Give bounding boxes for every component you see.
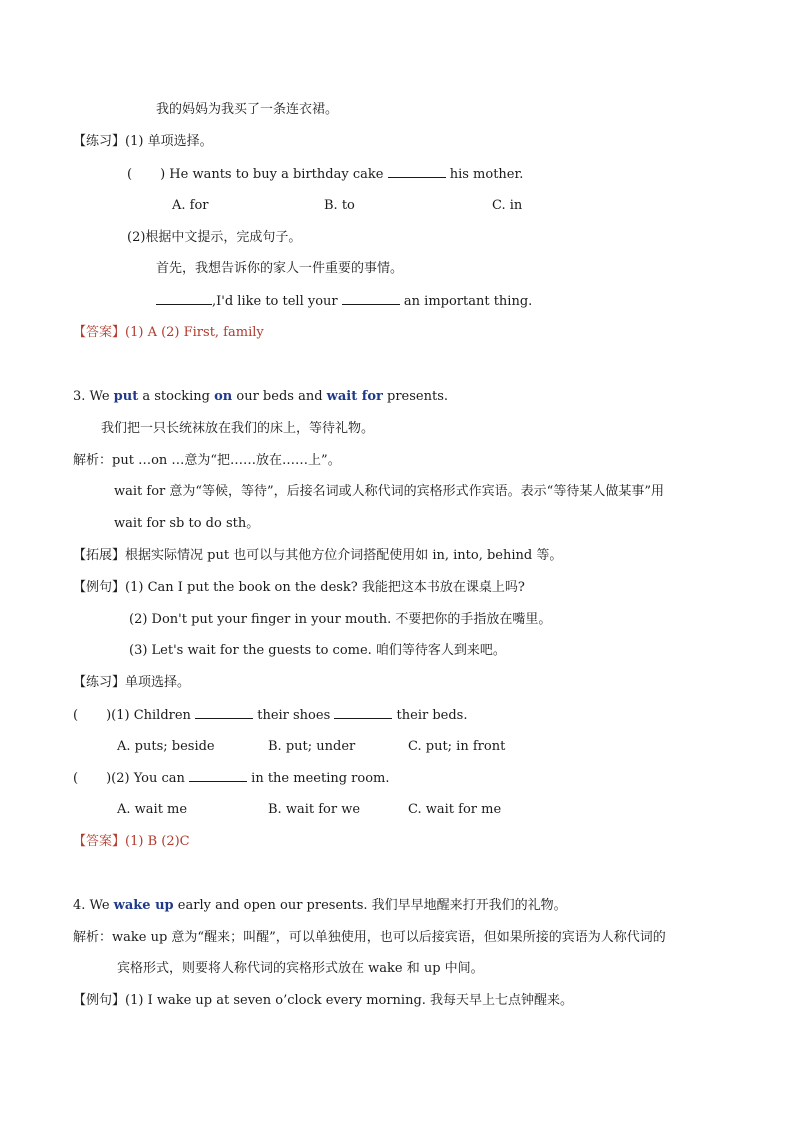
section-4-heading xyxy=(73,897,567,915)
analysis-text: 宾格形式，则要将人称代词的宾格形式放在 wake 和 up 中间。 xyxy=(117,961,484,976)
fill-blank[interactable] xyxy=(189,769,247,782)
section-number: 3. We xyxy=(73,389,110,404)
question-text: He wants to buy a birthday cake xyxy=(169,167,384,182)
practice-line xyxy=(73,133,213,151)
answer-label: 【答案】 xyxy=(73,325,126,340)
practice-label: 【练习】 xyxy=(73,675,126,690)
option-b[interactable]: B. wait for we xyxy=(268,802,361,817)
example-translation: 我的妈妈为我买了一条连衣裙。 xyxy=(156,102,339,117)
expand-label: 【拓展】 xyxy=(73,548,126,563)
answer-text: (1) B (2)C xyxy=(125,834,190,849)
analysis-label: 解析： xyxy=(73,930,113,945)
keyword-wake-up: wake up xyxy=(113,898,174,913)
example-sentence: (1) I wake up at seven o’clock every morning. 我每天早上七点钟醒来。 xyxy=(125,993,574,1008)
fill-blank[interactable] xyxy=(334,706,392,719)
option-a[interactable]: A. wait me xyxy=(117,802,188,817)
fill-blank[interactable] xyxy=(195,706,253,719)
answer-line xyxy=(73,833,190,851)
option-c[interactable]: C. in xyxy=(492,198,523,213)
practice-2-sentence xyxy=(156,292,532,311)
practice-instruction: (1) 单项选择。 xyxy=(125,134,213,149)
example-label: 【例句】 xyxy=(73,580,126,595)
keyword-put: put xyxy=(113,389,139,404)
question-1 xyxy=(127,165,523,184)
section-number: 4. We xyxy=(73,898,110,913)
example-sentence: (1) Can I put the book on the desk? 我能把这本书放在课桌上吗? xyxy=(125,580,525,595)
answer-paren-open: ( xyxy=(73,771,79,786)
question-2 xyxy=(73,769,390,788)
answer-label: 【答案】 xyxy=(73,834,126,849)
analysis-line xyxy=(73,452,341,470)
analysis-label: 解析： xyxy=(73,453,113,468)
answer-text: (1) A (2) First, family xyxy=(125,325,264,340)
example-label: 【例句】 xyxy=(73,993,126,1008)
analysis-text: wait for sb to do sth。 xyxy=(114,516,260,531)
answer-paren-open: ( xyxy=(127,167,133,182)
answer-paren-open: ( xyxy=(73,708,79,723)
practice-line xyxy=(73,674,190,692)
fill-blank[interactable] xyxy=(156,292,212,305)
section-3-heading xyxy=(73,388,448,406)
section-3-translation: 我们把一只长统袜放在我们的床上，等待礼物。 xyxy=(101,421,375,436)
sentence-mid: ,I'd like to tell your xyxy=(212,294,338,309)
heading-text: early and open our presents. 我们早早地醒来打开我们的礼物。 xyxy=(177,898,567,913)
fill-blank[interactable] xyxy=(388,165,446,178)
analysis-text: put …on …意为“把……放在……上”。 xyxy=(112,453,341,468)
question-text: )(2) You can xyxy=(106,771,185,786)
question-text-end: his mother. xyxy=(449,167,524,182)
option-b[interactable]: B. to xyxy=(324,198,355,213)
sentence-end: an important thing. xyxy=(403,294,533,309)
example-sentence: (2) Don't put your finger in your mouth. 不要把你的手指放在嘴里。 xyxy=(129,612,552,627)
practice-label: 【练习】 xyxy=(73,134,126,149)
question-1 xyxy=(73,706,467,725)
keyword-on: on xyxy=(214,389,233,404)
question-text: their beds. xyxy=(396,708,468,723)
option-b[interactable]: B. put; under xyxy=(268,739,356,754)
question-text: their shoes xyxy=(257,708,331,723)
answer-paren-close: ) xyxy=(160,167,166,182)
question-text: in the meeting room. xyxy=(251,771,390,786)
heading-text: a stocking xyxy=(142,389,210,404)
expand-text: 根据实际情况 put 也可以与其他方位介词搭配使用如 in, into, behind 等。 xyxy=(125,548,563,563)
option-a[interactable]: A. puts; beside xyxy=(117,739,215,754)
analysis-text: wait for 意为“等候，等待”，后接名词或人称代词的宾格形式作宾语。表示“等待某人做某事”用 xyxy=(114,484,664,499)
practice-instruction: 单项选择。 xyxy=(125,675,191,690)
question-text: )(1) Children xyxy=(106,708,191,723)
heading-text: our beds and xyxy=(236,389,323,404)
example-line xyxy=(73,992,573,1010)
practice-2-chinese: 首先，我想告诉你的家人一件重要的事情。 xyxy=(156,261,404,276)
example-sentence: (3) Let's wait for the guests to come. 咱们等待客人到来吧。 xyxy=(129,643,506,658)
option-c[interactable]: C. put; in front xyxy=(408,739,506,754)
analysis-line xyxy=(73,929,666,947)
example-line xyxy=(73,579,525,597)
heading-text: presents. xyxy=(387,389,449,404)
option-c[interactable]: C. wait for me xyxy=(408,802,502,817)
keyword-wait-for: wait for xyxy=(326,389,383,404)
answer-line xyxy=(73,324,264,342)
fill-blank[interactable] xyxy=(342,292,400,305)
expand-line xyxy=(73,547,562,565)
option-a[interactable]: A. for xyxy=(172,198,209,213)
practice-2-instruction: (2)根据中文提示，完成句子。 xyxy=(127,230,302,245)
analysis-text: wake up 意为“醒来；叫醒”，可以单独使用，也可以后接宾语，但如果所接的宾语为人称代词的 xyxy=(112,930,666,945)
